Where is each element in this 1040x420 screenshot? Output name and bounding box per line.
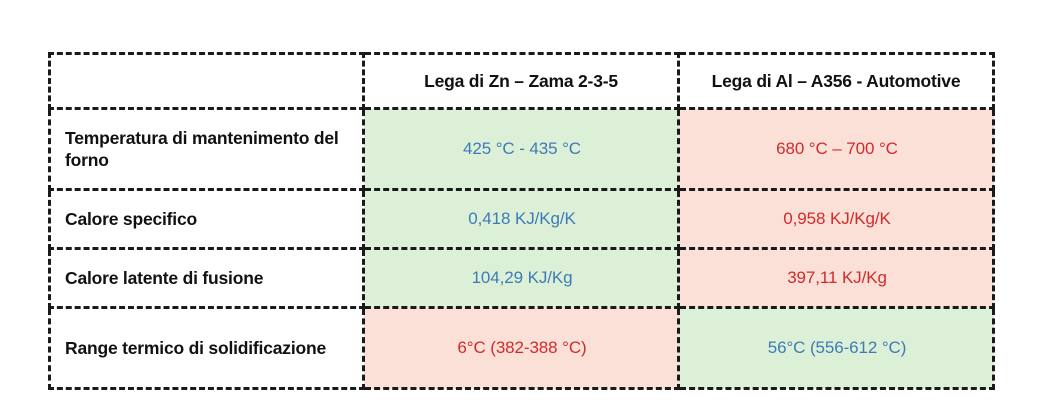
- alloy-comparison-table: [48, 52, 995, 390]
- cell-aluminium-furnace-temperature: [679, 109, 994, 190]
- column-header-aluminium: [679, 54, 994, 109]
- cell-zinc-latent-heat-fusion: [364, 249, 679, 308]
- row-label-furnace-temperature: [50, 109, 364, 190]
- cell-aluminium-latent-heat-fusion: [679, 249, 994, 308]
- row-label-solidification-range: [50, 308, 364, 389]
- table-corner-cell: [50, 54, 364, 109]
- table-row: [50, 308, 994, 389]
- cell-value: 104,29 KJ/Kg: [471, 268, 573, 287]
- cell-aluminium-solidification-range: [679, 308, 994, 389]
- table-row: [50, 249, 994, 308]
- row-label-text: Calore latente di fusione: [65, 267, 264, 288]
- row-label-text: Temperatura di mantenimento del forno: [65, 127, 339, 170]
- row-label-specific-heat: [50, 190, 364, 249]
- cell-value: 397,11 KJ/Kg: [787, 268, 887, 287]
- table-corner-label: [51, 71, 362, 91]
- column-header-aluminium-label: Lega di Al – A356 - Automotive: [711, 70, 961, 91]
- cell-zinc-solidification-range: [364, 308, 679, 389]
- cell-value: 6°C (382-388 °C): [457, 338, 587, 357]
- row-label-latent-heat-fusion: [50, 249, 364, 308]
- cell-value: 0,958 KJ/Kg/K: [783, 209, 891, 228]
- column-header-zinc: [364, 54, 679, 109]
- row-label-text: Calore specifico: [65, 208, 197, 229]
- table-header-row: [50, 54, 994, 109]
- cell-value: 56°C (556-612 °C): [767, 338, 907, 357]
- cell-value: 0,418 KJ/Kg/K: [468, 209, 576, 228]
- table-row: [50, 109, 994, 190]
- cell-zinc-furnace-temperature: [364, 109, 679, 190]
- cell-zinc-specific-heat: [364, 190, 679, 249]
- cell-value: 425 °C - 435 °C: [463, 139, 581, 158]
- comparison-table-wrapper: [48, 52, 992, 390]
- cell-value: 680 °C – 700 °C: [776, 139, 898, 158]
- cell-aluminium-specific-heat: [679, 190, 994, 249]
- row-label-text: Range termico di solidificazione: [65, 337, 327, 358]
- column-header-zinc-label: Lega di Zn – Zama 2-3-5: [424, 70, 618, 91]
- table-row: [50, 190, 994, 249]
